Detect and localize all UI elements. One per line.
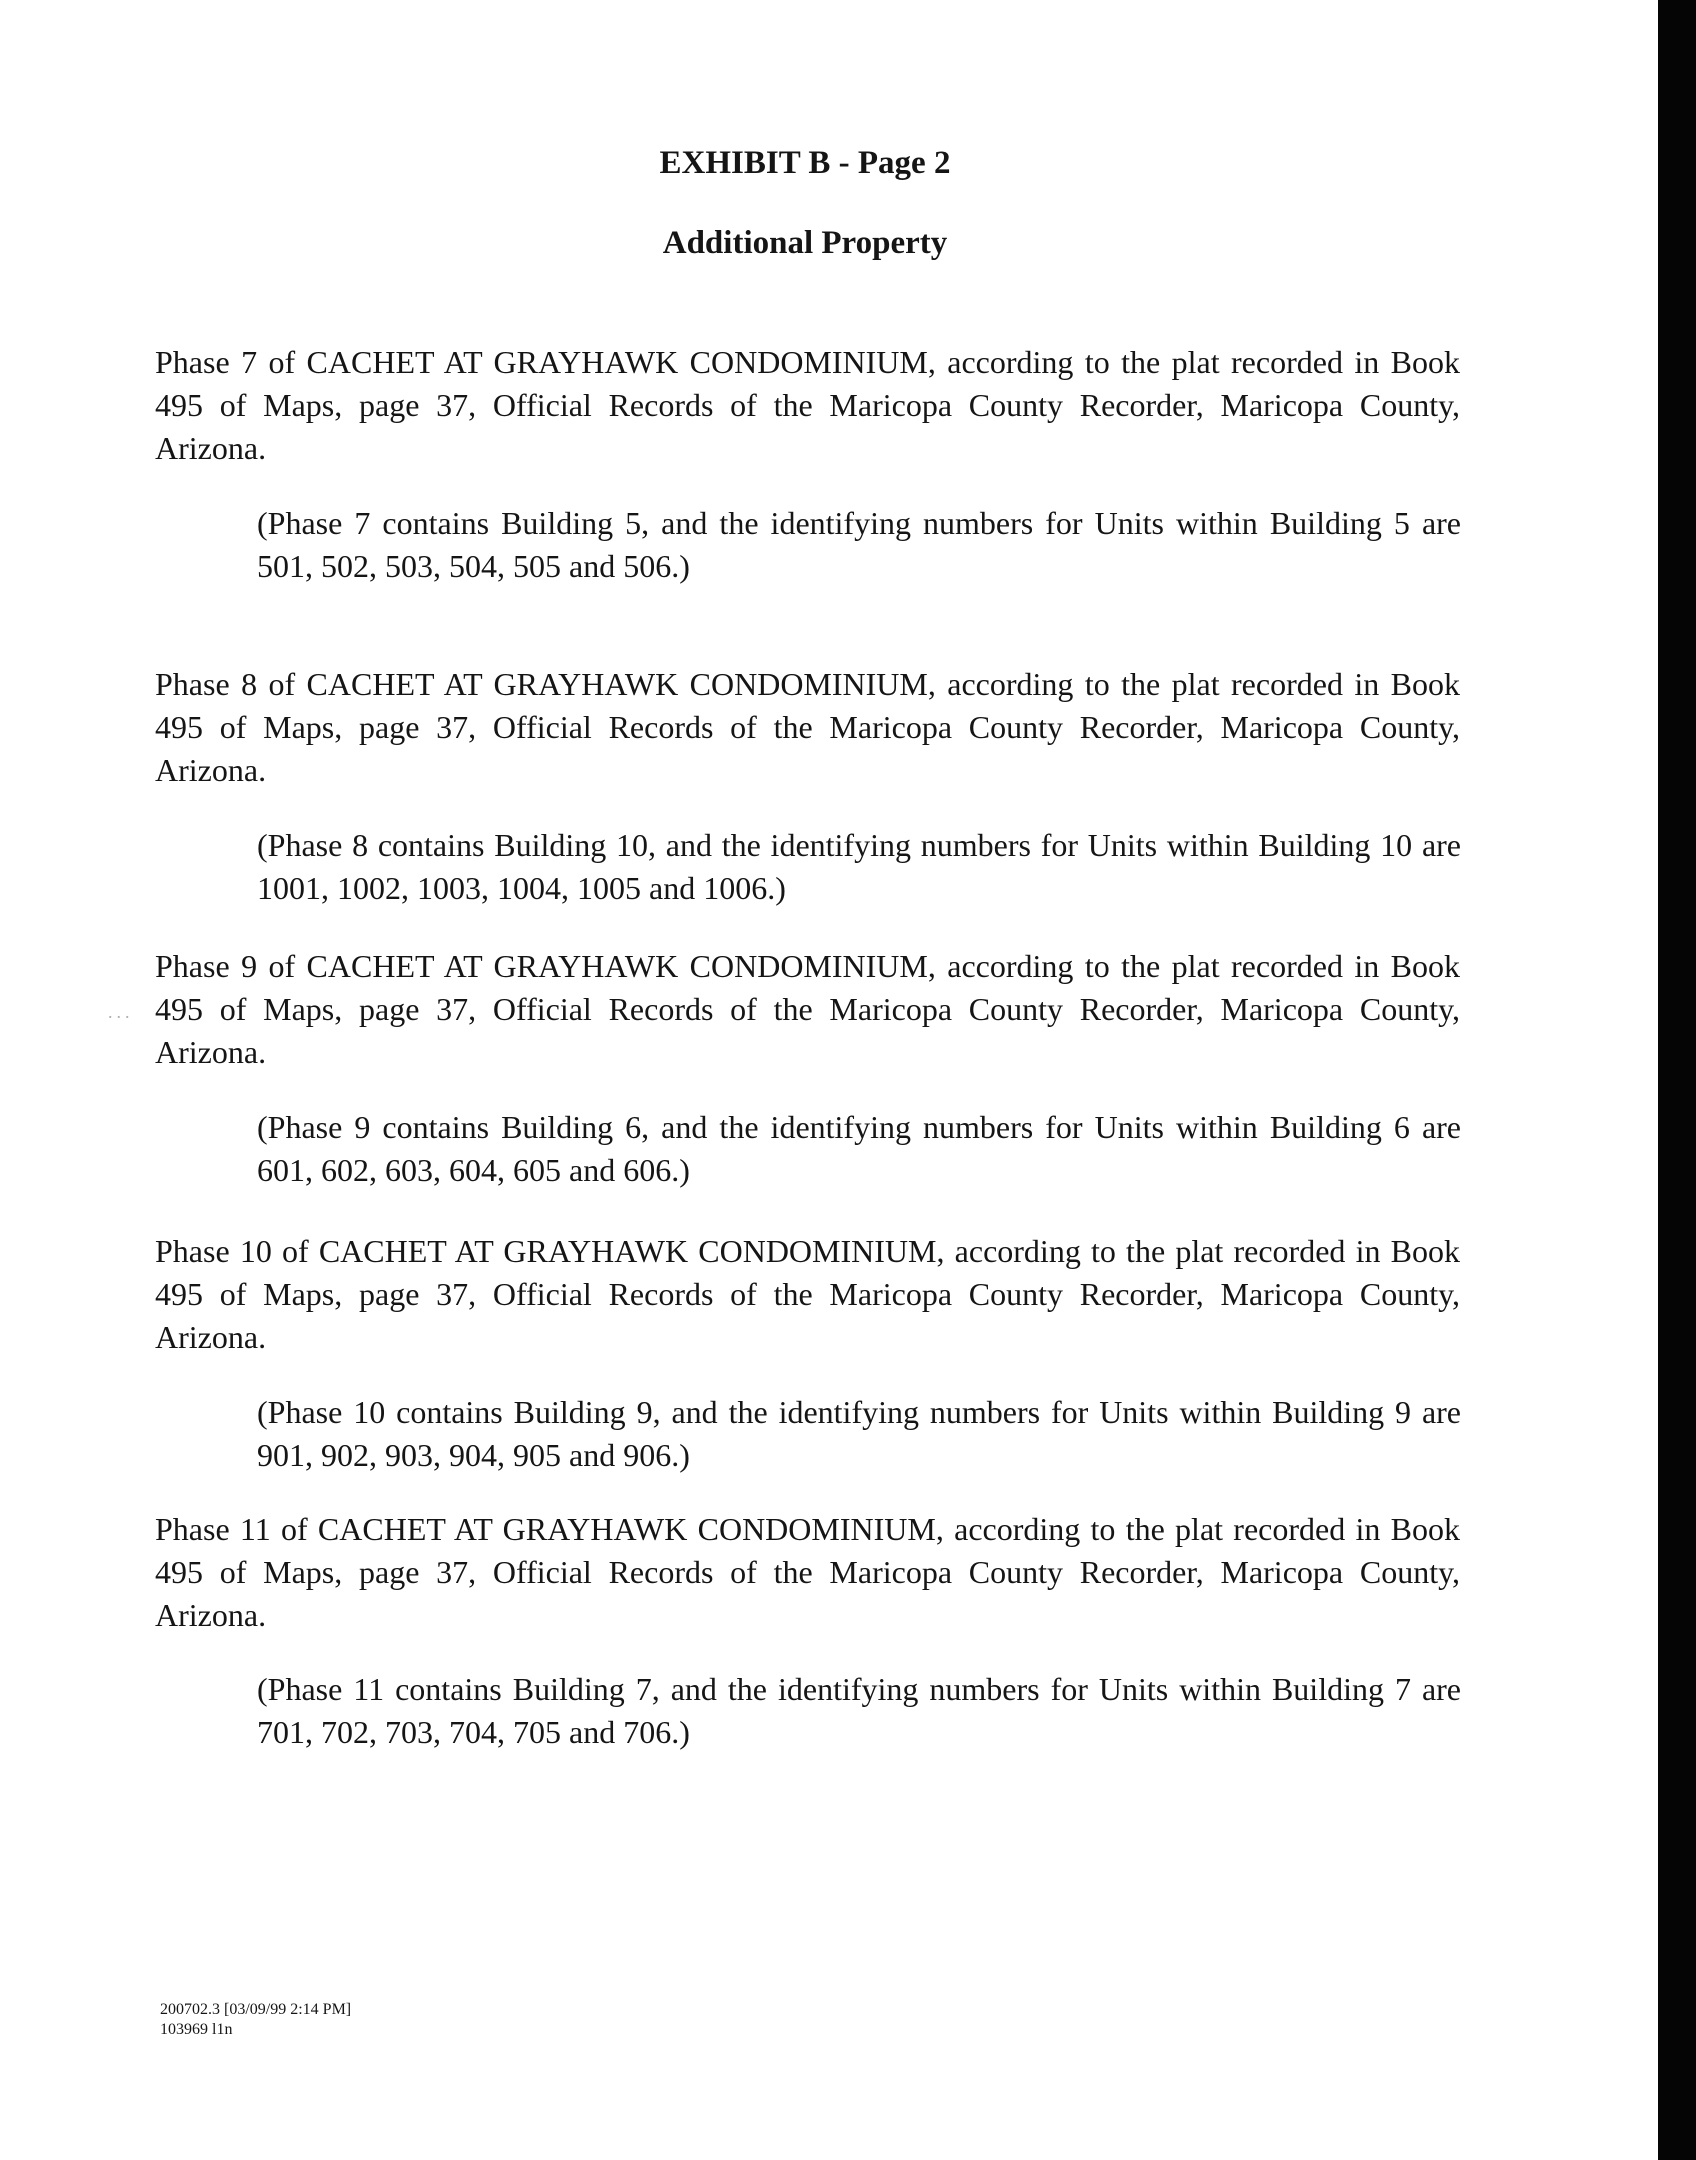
scan-edge-bar: [1658, 0, 1696, 2160]
page-title: EXHIBIT B - Page 2: [659, 145, 951, 181]
phase-8-description: Phase 8 of CACHET AT GRAYHAWK CONDOMINIUM, according to the plat recorded in Book 495 of Maps, page 37, Official Records of the Maricopa County Recorder, Maricopa County, Arizona.: [155, 666, 1460, 788]
phase-7-description: Phase 7 of CACHET AT GRAYHAWK CONDOMINIUM, according to the plat recorded in Book 495 of Maps, page 37, Official Records of the Maricopa County Recorder, Maricopa County, Arizona.: [155, 344, 1460, 466]
phase-9-description: Phase 9 of CACHET AT GRAYHAWK CONDOMINIUM, according to the plat recorded in Book 495 of Maps, page 37, Official Records of the Maricopa County Recorder, Maricopa County, Arizona.: [155, 948, 1460, 1070]
phase-11-note: (Phase 11 contains Building 7, and the identifying numbers for Units within Building 7 are 701, 702, 703, 704, 705 and 706.): [257, 1671, 1461, 1750]
phase-9-note: (Phase 9 contains Building 6, and the identifying numbers for Units within Building 6 are 601, 602, 603, 604, 605 and 606.): [257, 1109, 1461, 1188]
document-footer-id: 103969 l1n: [160, 2021, 233, 2038]
phase-11-description: Phase 11 of CACHET AT GRAYHAWK CONDOMINIUM, according to the plat recorded in Book 495 of Maps, page 37, Official Records of the Maricopa County Recorder, Maricopa County, Arizona.: [155, 1511, 1460, 1633]
phase-10-description: Phase 10 of CACHET AT GRAYHAWK CONDOMINIUM, according to the plat recorded in Book 495 of Maps, page 37, Official Records of the Maricopa County Recorder, Maricopa County, Arizona.: [155, 1233, 1460, 1355]
scan-artifact-dots: ...: [108, 1002, 134, 1022]
document-footer-code: 200702.3 [03/09/99 2:14 PM]: [160, 2001, 352, 2018]
phase-8-note: (Phase 8 contains Building 10, and the identifying numbers for Units within Building 10 are 1001, 1002, 1003, 1004, 1005 and 1006.): [257, 827, 1461, 906]
page-subtitle: Additional Property: [662, 225, 948, 261]
phase-10-note: (Phase 10 contains Building 9, and the identifying numbers for Units within Building 9 are 901, 902, 903, 904, 905 and 906.): [257, 1394, 1461, 1473]
phase-7-note: (Phase 7 contains Building 5, and the identifying numbers for Units within Building 5 are 501, 502, 503, 504, 505 and 506.): [257, 505, 1461, 584]
